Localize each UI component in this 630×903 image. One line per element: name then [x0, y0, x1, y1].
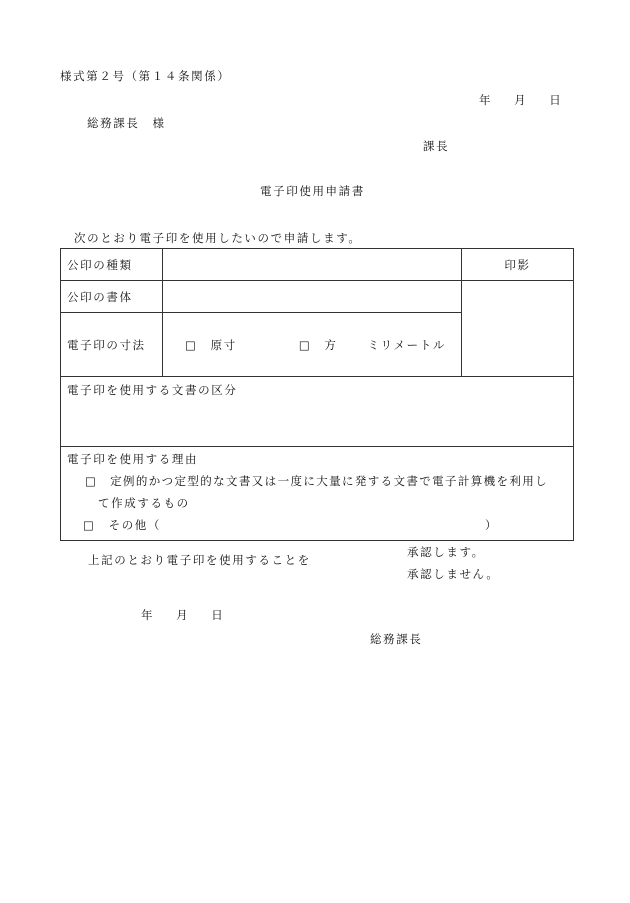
size-option-original[interactable]: □ 原寸 [185, 337, 237, 352]
approve-option[interactable]: 承認します。 [407, 545, 485, 559]
size-option-square[interactable]: □ 方 [298, 337, 338, 352]
reason-cell [61, 447, 574, 541]
typeface-field[interactable] [163, 281, 462, 313]
impression-area[interactable] [462, 281, 574, 377]
footer-date-year: 年 [141, 608, 155, 622]
approval-text: 上記のとおり電子印を使用することを [88, 553, 311, 567]
applicant-title: 課長 [423, 139, 450, 153]
footer-date-day: 日 [211, 608, 225, 622]
header-date-day: 日 [549, 93, 563, 107]
size-field [163, 313, 462, 377]
header-date-month: 月 [514, 93, 528, 107]
typeface-label: 公印の書体 [61, 281, 163, 313]
footer-date-month: 月 [176, 608, 190, 622]
application-table [60, 248, 574, 541]
document-category-cell[interactable] [61, 377, 574, 447]
form-number: 様式第２号（第１４条関係） [60, 69, 231, 83]
reason-option-1[interactable]: □ 定例的かつ定型的な文書又は一度に大量に発する文書で電子計算機を利用し [85, 474, 549, 488]
size-label: 電子印の寸法 [61, 313, 163, 377]
header-date-year: 年 [479, 93, 493, 107]
seal-type-label: 公印の種類 [61, 249, 163, 281]
seal-type-field[interactable] [163, 249, 462, 281]
addressee: 総務課長 様 [87, 116, 166, 130]
impression-label: 印影 [462, 249, 574, 281]
footer-date [141, 607, 224, 623]
reason-option-2-label: □ その他（ [83, 518, 162, 532]
intro-text: 次のとおり電子印を使用したいので申請します。 [74, 231, 362, 245]
size-unit: ミリメートル [367, 337, 446, 352]
reject-option[interactable]: 承認しません。 [407, 567, 500, 581]
page-title: 電子印使用申請書 [260, 184, 365, 198]
reason-option-1-cont: て作成するもの [98, 496, 190, 510]
footer-signer: 総務課長 [370, 632, 423, 646]
reason-option-2[interactable] [67, 517, 573, 537]
reason-label: 電子印を使用する理由 [67, 452, 199, 466]
header-date [479, 92, 562, 108]
reason-option-2-close: ） [485, 518, 499, 532]
document-category-label: 電子印を使用する文書の区分 [67, 383, 238, 397]
